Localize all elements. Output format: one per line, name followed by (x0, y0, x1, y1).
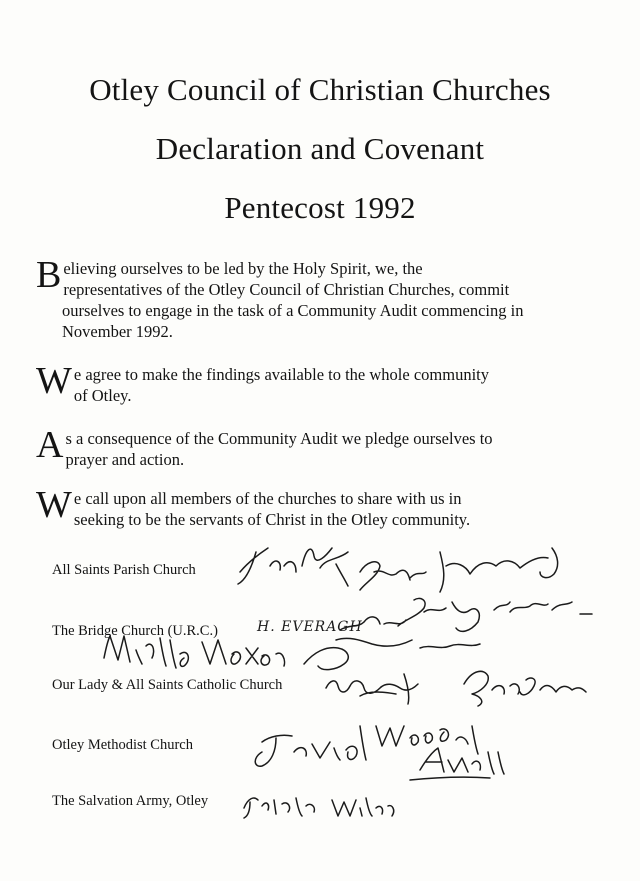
paragraph-body: seeking to be the servants of Christ in the Otley community. (73, 510, 471, 529)
signature-our-lady-2 (464, 671, 586, 706)
paragraph-believing (36, 254, 596, 342)
signature-david-woodward (255, 726, 366, 766)
paragraph-body: of Otley. (73, 386, 132, 405)
paragraph-body: prayer and action. (65, 450, 185, 469)
signature-all-saints-2 (360, 548, 558, 592)
signature-all-saints-1 (238, 548, 348, 586)
signature-woodward-2 (376, 726, 478, 754)
document-title: Declaration and Covenant (155, 131, 485, 166)
signature-bridge-3 (304, 638, 480, 669)
paragraph-findings (36, 360, 596, 406)
paragraph-consequence (36, 424, 596, 470)
church-our-lady-catholic: Our Lady & All Saints Catholic Church (52, 677, 283, 693)
drop-cap: W (36, 484, 72, 526)
signature-a-wall (410, 748, 504, 780)
signature-bridge-printed: H. EVERAGH (257, 619, 363, 635)
signature-mirella-moxon (104, 636, 285, 668)
paragraph-first-line: e agree to make the findings available to the whole community (73, 365, 489, 384)
paragraph-body: representatives of the Otley Council of Christian Churches, commit ourselves to engage in the task of a Community Audit commencing in November 1992. (62, 280, 524, 341)
signature-bridge-2 (494, 602, 592, 614)
church-salvation-army: The Salvation Army, Otley (52, 793, 209, 809)
church-methodist: Otley Methodist Church (52, 737, 193, 753)
paragraph-call (36, 484, 596, 530)
paragraph-first-line: s a consequence of the Community Audit we pledge ourselves to (65, 429, 493, 448)
church-all-saints: All Saints Parish Church (52, 562, 196, 578)
paragraph-first-line: elieving ourselves to be led by the Holy Spirit, we, the (63, 259, 423, 278)
signature-our-lady-1 (326, 674, 418, 704)
paragraph-first-line: e call upon all members of the churches to share with us in (73, 489, 462, 508)
council-title: Otley Council of Christian Churches (89, 72, 551, 107)
document-date: Pentecost 1992 (224, 190, 416, 225)
church-bridge-urc: The Bridge Church (U.R.C.) (52, 623, 218, 639)
drop-cap: A (36, 424, 64, 466)
drop-cap: W (36, 360, 72, 402)
drop-cap: B (36, 254, 62, 296)
signature-salvation-army (244, 798, 394, 818)
